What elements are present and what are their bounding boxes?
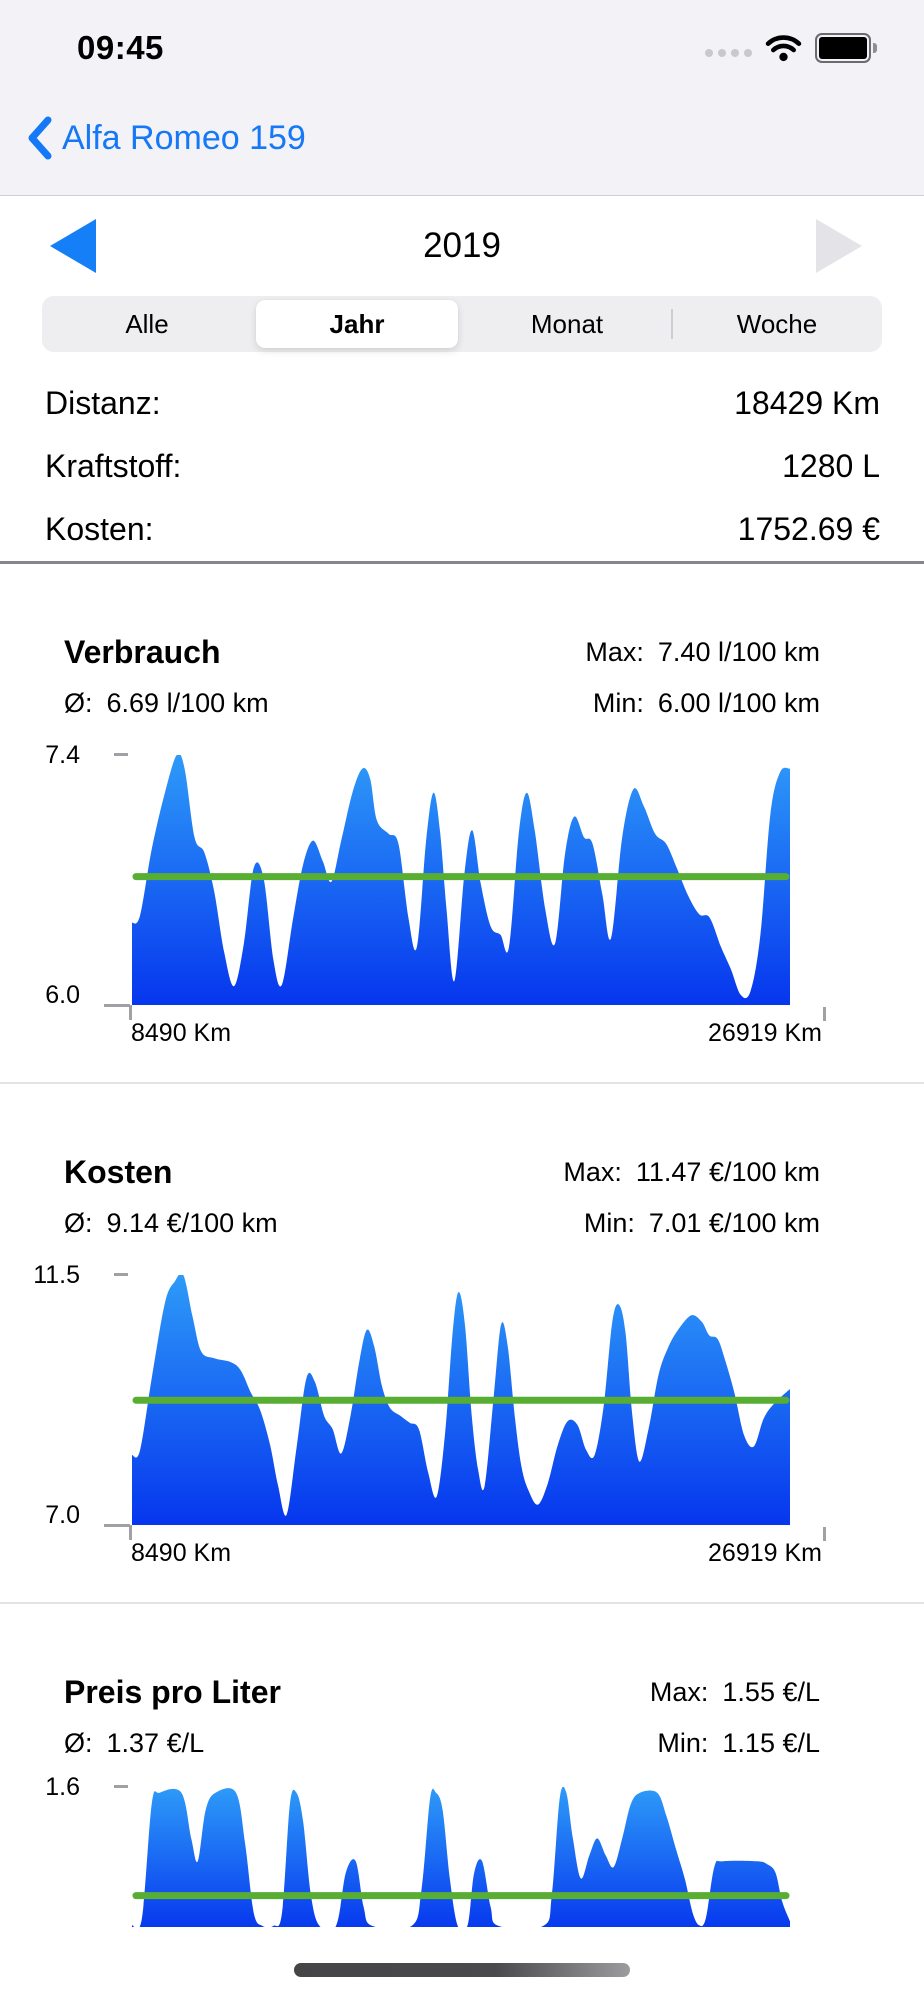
summary-value: 1752.69 €	[737, 511, 880, 547]
y-axis-max-label: 7.4	[45, 741, 80, 769]
x-axis-start-label: 8490 Km	[131, 1019, 232, 1047]
y-axis-max-label: 11.5	[33, 1261, 80, 1289]
summary-label: Kosten:	[45, 511, 154, 547]
status-time: 09:45	[77, 29, 164, 66]
kosten-chart	[0, 1261, 924, 1567]
cellular-signal-icon	[705, 49, 752, 57]
area-chart-plot	[132, 755, 790, 1005]
x-axis-end-label: 26919 Km	[708, 1539, 822, 1567]
back-button-label: Alfa Romeo 159	[62, 118, 306, 157]
summary-stats	[45, 372, 880, 561]
segment-jahr[interactable]: Jahr	[252, 296, 462, 352]
average-stat: Ø: 1.37 €/L	[64, 1728, 205, 1758]
segment-monat[interactable]: Monat	[462, 296, 672, 352]
period-navigation	[0, 196, 924, 296]
status-bar	[0, 28, 924, 68]
kosten-section	[0, 1084, 924, 1604]
x-axis-tick	[823, 1527, 826, 1541]
min-stat: Min: 6.00 l/100 km	[592, 688, 820, 718]
area-chart-plot	[132, 1275, 790, 1525]
max-stat: Max: 7.40 l/100 km	[585, 636, 820, 667]
y-axis-tick	[114, 1785, 128, 1788]
summary-row-distanz	[45, 372, 880, 435]
average-stat: Ø: 6.69 l/100 km	[64, 688, 269, 718]
period-label: 2019	[423, 226, 501, 265]
preis-pro-liter-chart	[0, 1773, 924, 1927]
x-axis-tick	[129, 1005, 132, 1020]
y-axis-min-label: 6.0	[45, 981, 80, 1009]
chart-title: Verbrauch	[64, 634, 221, 670]
chart-title: Kosten	[64, 1154, 173, 1190]
summary-label: Kraftstoff:	[45, 448, 182, 484]
next-period-button[interactable]	[794, 196, 884, 296]
triangle-left-icon	[50, 219, 96, 273]
battery-level	[819, 37, 867, 59]
preis-pro-liter-section	[0, 1604, 924, 2000]
max-stat: Max: 11.47 €/100 km	[563, 1156, 820, 1187]
segment-woche[interactable]: Woche	[672, 296, 882, 352]
area-chart-plot	[132, 1787, 790, 1927]
summary-value: 18429 Km	[734, 385, 880, 421]
summary-row-kraftstoff	[45, 435, 880, 498]
triangle-right-icon	[816, 219, 862, 273]
y-axis-tick	[104, 1004, 130, 1007]
summary-value: 1280 L	[782, 448, 880, 484]
verbrauch-chart	[0, 741, 924, 1047]
header	[0, 0, 924, 196]
period-segmented-control	[42, 296, 882, 352]
wifi-icon	[765, 34, 802, 62]
min-stat: Min: 7.01 €/100 km	[583, 1208, 820, 1238]
x-axis-tick	[823, 1007, 826, 1021]
chevron-left-icon	[26, 116, 52, 160]
previous-period-button[interactable]	[28, 196, 118, 296]
min-stat: Min: 1.15 €/L	[657, 1728, 820, 1758]
x-axis-end-label: 26919 Km	[708, 1019, 822, 1047]
back-button[interactable]	[26, 112, 306, 164]
home-indicator[interactable]	[294, 1963, 630, 1977]
y-axis-tick	[104, 1524, 130, 1527]
y-axis-tick	[114, 1273, 128, 1276]
chart-title: Preis pro Liter	[64, 1674, 281, 1710]
summary-label: Distanz:	[45, 385, 161, 421]
segment-alle[interactable]: Alle	[42, 296, 252, 352]
battery-icon	[815, 33, 877, 63]
y-axis-max-label: 1.6	[45, 1773, 80, 1801]
y-axis-tick	[114, 753, 128, 756]
verbrauch-section	[0, 564, 924, 1084]
status-icons	[705, 33, 877, 63]
y-axis-min-label: 7.0	[45, 1501, 80, 1529]
average-stat: Ø: 9.14 €/100 km	[64, 1208, 278, 1238]
summary-row-kosten	[45, 498, 880, 561]
x-axis-tick	[129, 1525, 132, 1540]
x-axis-start-label: 8490 Km	[131, 1539, 232, 1567]
max-stat: Max: 1.55 €/L	[649, 1676, 820, 1707]
